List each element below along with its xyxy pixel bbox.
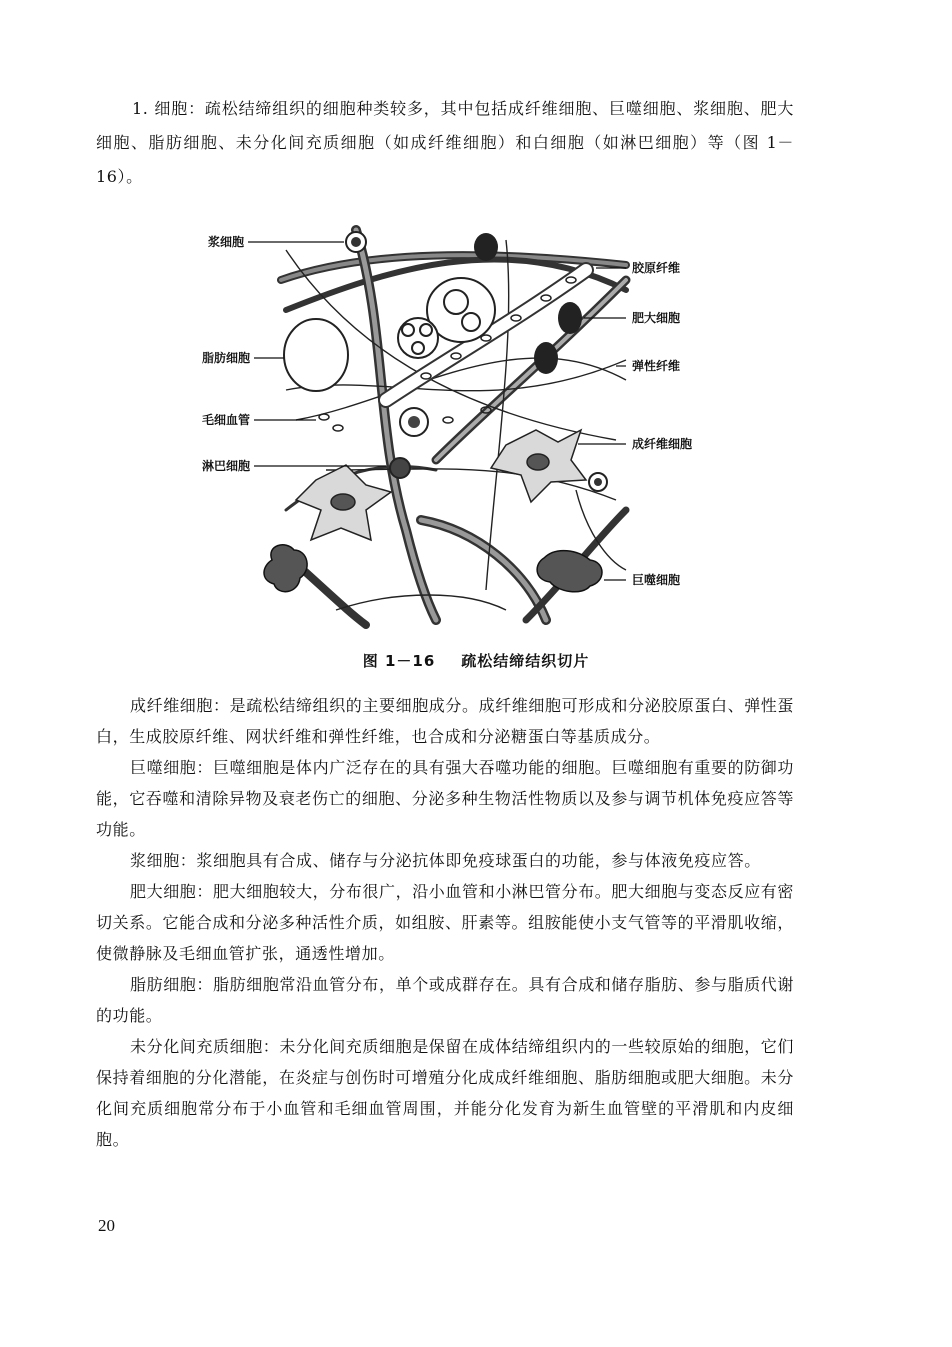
label-capillary: 毛细血管 [201, 413, 250, 427]
plasma-cell [346, 232, 366, 252]
caption-title: 疏松结缔结织切片 [461, 652, 590, 670]
paragraph-mesenchymal-cell: 未分化间充质细胞：未分化间充质细胞是保留在成体结缔组织内的一些较原始的细胞，它们保持着细胞的分化潜能，在炎症与创伤时可增殖分化成成纤维细胞、脂肪细胞或肥大细胞。未分化间充质细胞常分布于小血管和毛细血管周围，并能分化发育为新生血管壁的平滑肌和内皮细胞。 [96, 1037, 795, 1149]
label-elastic-fiber: 弹性纤维 [632, 359, 681, 373]
label-macrophage: 巨噬细胞 [632, 573, 681, 587]
label-plasma-cell: 浆细胞 [207, 235, 244, 249]
label-fibroblast: 成纤维细胞 [632, 437, 693, 451]
fat-cells [284, 278, 495, 391]
body-text [96, 690, 794, 1155]
paragraph-fat-cell: 脂肪细胞：脂肪细胞常沿血管分布，单个或成群存在。具有合成和储存脂肪、参与脂质代谢的功能。 [96, 975, 795, 1025]
label-fat-cell: 脂肪细胞 [201, 351, 250, 365]
paragraph-fibroblast: 成纤维细胞：是疏松结缔组织的主要细胞成分。成纤维细胞可形成和分泌胶原蛋白、弹性蛋白，生成胶原纤维、网状纤维和弹性纤维，也合成和分泌糖蛋白等基质成分。 [96, 696, 795, 746]
paragraph-plasma-cell: 浆细胞：浆细胞具有合成、储存与分泌抗体即免疫球蛋白的功能，参与体液免疫应答。 [130, 851, 761, 870]
label-mast-cell: 肥大细胞 [632, 311, 681, 325]
mast-cells [534, 302, 582, 374]
paragraph-mast-cell: 肥大细胞：肥大细胞较大，分布很广，沿小血管和小淋巴管分布。肥大细胞与变态反应有密切关系。它能合成和分泌多种活性介质，如组胺、肝素等。组胺能使小支气管等的平滑肌收缩，使微静脉及毛细血管扩张，通透性增加。 [96, 882, 795, 963]
connective-tissue-illustration [186, 210, 746, 630]
caption-number: 图 1－16 [362, 652, 436, 670]
page-number: 20 [98, 1216, 115, 1235]
label-lymphocyte: 淋巴细胞 [201, 459, 250, 473]
paragraph-macrophage: 巨噬细胞：巨噬细胞是体内广泛存在的具有强大吞噬功能的细胞。巨噬细胞有重要的防御功能，它吞噬和清除异物及衰老伤亡的细胞、分泌多种生物活性物质以及参与调节机体免疫应答等功能。 [96, 758, 795, 839]
figure-caption [0, 650, 952, 671]
label-collagen-fiber: 胶原纤维 [632, 261, 681, 275]
intro-paragraph: 1. 细胞：疏松结缔组织的细胞种类较多，其中包括成纤维细胞、巨噬细胞、浆细胞、肥大细胞、脂肪细胞、未分化间充质细胞（如成纤维细胞）和白细胞（如淋巴细胞）等（图 1－16）。 [96, 99, 794, 186]
dark-cell [474, 233, 498, 261]
